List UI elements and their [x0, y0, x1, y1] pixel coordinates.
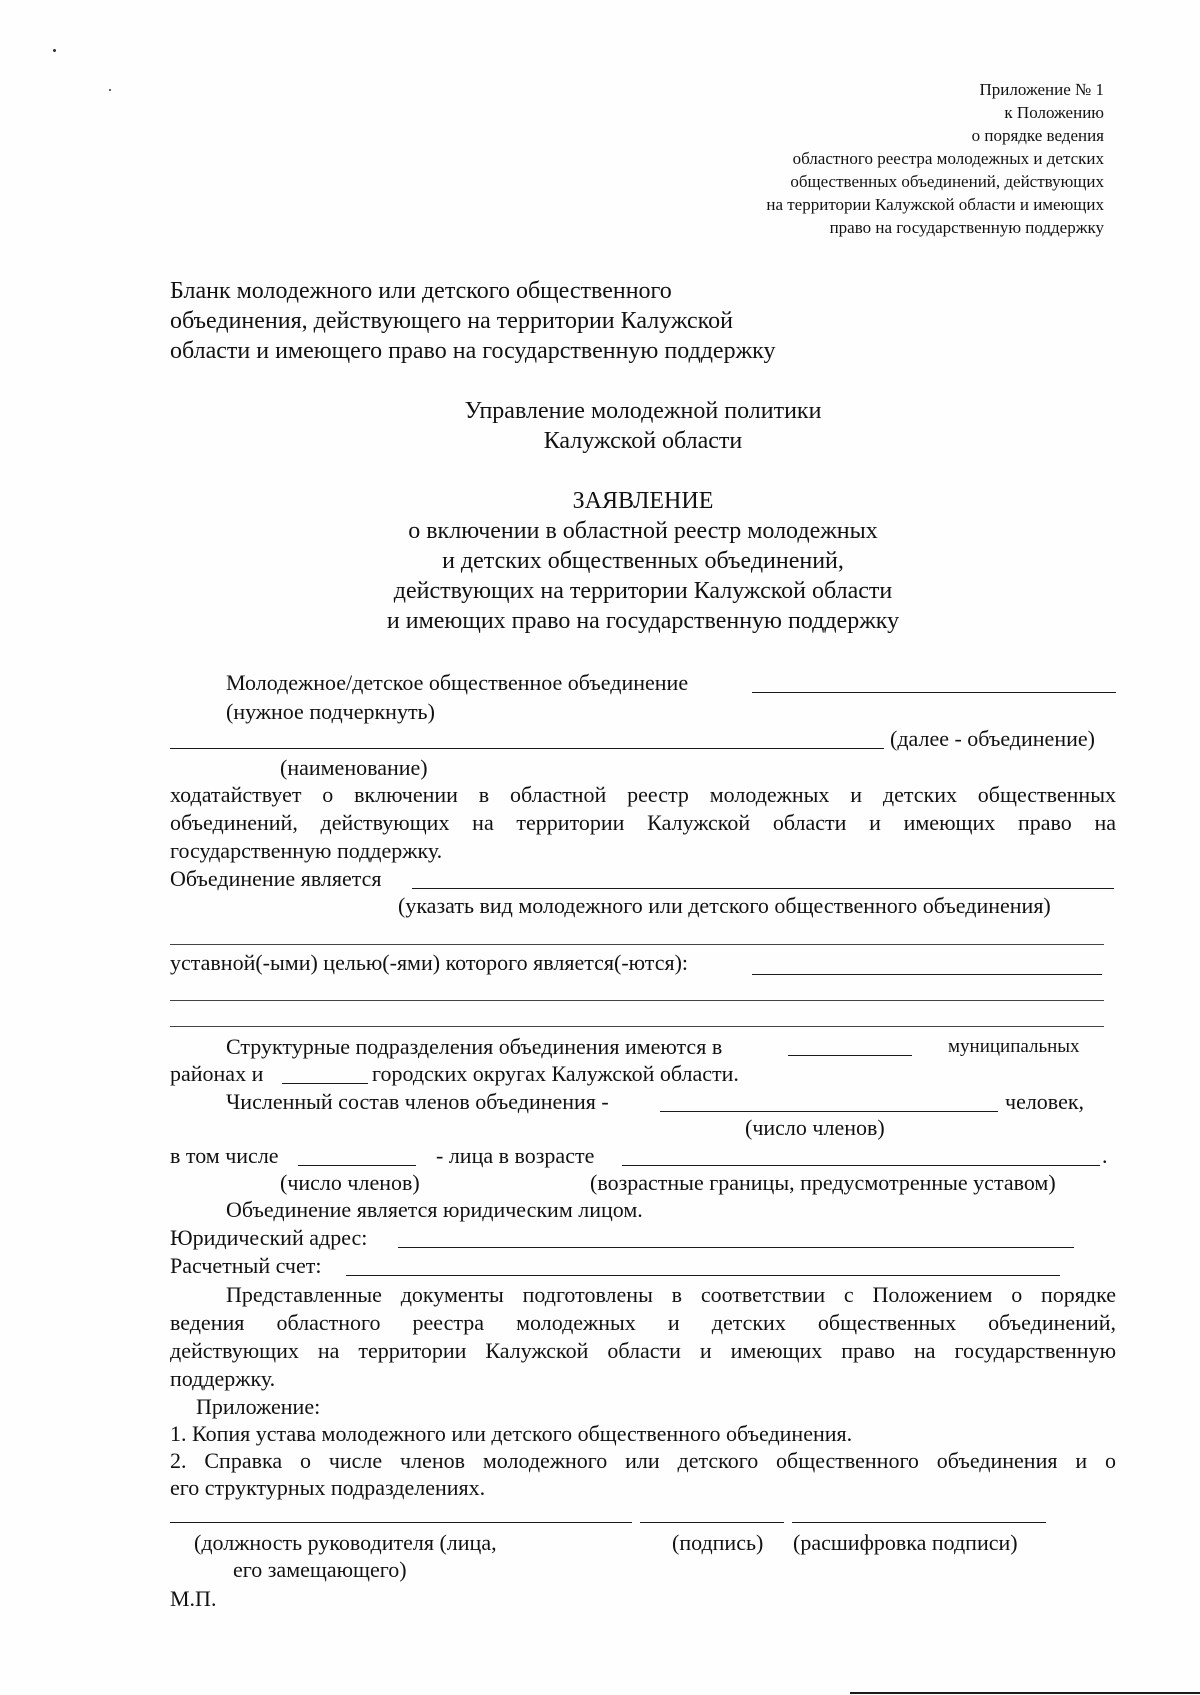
decode-field-line: [792, 1522, 1046, 1523]
annex-line: к Положению: [1004, 103, 1104, 122]
goals-field-line: [170, 1026, 1104, 1027]
title-line: и имеющих право на государственную поддержку: [386, 608, 900, 634]
annex-line: общественных объединений, действующих: [790, 172, 1104, 191]
annex-line: право на государственную поддержку: [829, 218, 1104, 237]
letterhead-line: области и имеющего право на государственную поддержку: [170, 338, 776, 364]
members-count-field-line: [660, 1111, 998, 1112]
age-range-field-line: [622, 1165, 1100, 1166]
document-title: ЗАЯВЛЕНИЕ: [572, 488, 714, 514]
type-continuation-line: [170, 944, 1104, 945]
including-label: в том числе: [170, 1143, 279, 1168]
age-label: - лица в возрасте: [436, 1143, 595, 1168]
annex-line: на территории Калужской области и имеющих: [766, 195, 1104, 214]
districts-label: районах и: [170, 1061, 264, 1086]
goals-field-line: [752, 974, 1102, 975]
underline-hint: (нужное подчеркнуть): [226, 699, 435, 724]
account-label: Расчетный счет:: [170, 1253, 322, 1278]
seal-placeholder: М.П.: [170, 1586, 217, 1611]
documents-line: действующих на территории Калужской области и имеющих право на государственную: [170, 1338, 1116, 1363]
documents-line: поддержку.: [170, 1366, 276, 1391]
position-hint: его замещающего): [233, 1557, 407, 1582]
type-hint: (указать вид молодежного или детского общественного объединения): [398, 893, 1051, 918]
petition-line: объединений, действующих на территории Калужской области и имеющих право на: [170, 810, 1116, 835]
districts-suffix: городских округах Калужской области.: [372, 1061, 739, 1086]
annex-line: областного реестра молодежных и детских: [792, 149, 1104, 168]
recipient-line: Управление молодежной политики: [464, 398, 822, 424]
scan-speck: [109, 89, 111, 91]
annex-line: Приложение № 1: [979, 80, 1104, 99]
petition-line: государственную поддержку.: [170, 838, 443, 863]
org-name-field-line: [170, 748, 884, 749]
branches-label: Структурные подразделения объединения имеются в: [226, 1034, 723, 1059]
position-hint: (должность руководителя (лица,: [194, 1530, 497, 1555]
address-field-line: [398, 1247, 1074, 1248]
scan-edge-line: [850, 1692, 1200, 1694]
branches-count-field-line: [788, 1055, 912, 1056]
sign-hint: (подпись): [672, 1530, 764, 1555]
branches-suffix: муниципальных: [948, 1036, 1080, 1057]
including-hint: (число членов): [280, 1170, 420, 1195]
recipient-line: Калужской области: [543, 428, 743, 454]
annex-line: о порядке ведения: [971, 126, 1104, 145]
scan-speck: [53, 49, 56, 52]
appendix-label: Приложение:: [196, 1394, 321, 1419]
position-field-line: [170, 1522, 632, 1523]
appendix-item: его структурных подразделениях.: [170, 1475, 486, 1500]
members-hint: (число членов): [745, 1115, 885, 1140]
signature-field-line: [640, 1522, 784, 1523]
districts-count-field-line: [282, 1083, 368, 1084]
address-label: Юридический адрес:: [170, 1225, 368, 1250]
age-line-period: .: [1102, 1143, 1108, 1168]
type-label: Объединение является: [170, 866, 382, 891]
members-label: Численный состав членов объединения -: [226, 1089, 609, 1114]
account-field-line: [346, 1275, 1060, 1276]
goals-field-line: [170, 1000, 1104, 1001]
org-label: Молодежное/детское общественное объединение: [226, 670, 689, 695]
documents-line: ведения областного реестра молодежных и детских общественных объединений,: [170, 1310, 1116, 1335]
including-count-field-line: [298, 1165, 416, 1166]
age-hint: (возрастные границы, предусмотренные уставом): [590, 1170, 1056, 1195]
type-field-line: [412, 888, 1114, 889]
appendix-item: 2. Справка о числе членов молодежного или детского общественного объединения и о: [170, 1448, 1116, 1473]
further-label: (далее - объединение): [890, 726, 1095, 751]
goals-label: уставной(-ыми) целью(-ями) которого является(-ются):: [170, 950, 689, 975]
petition-line: ходатайствует о включении в областной реестр молодежных и детских общественных: [170, 782, 1116, 807]
letterhead-line: Бланк молодежного или детского общественного: [170, 278, 672, 304]
decode-hint: (расшифровка подписи): [793, 1530, 1018, 1555]
title-line: о включении в областной реестр молодежных: [408, 518, 878, 544]
org-type-field-line: [752, 692, 1116, 693]
name-hint: (наименование): [280, 755, 428, 780]
members-unit: человек,: [1005, 1089, 1085, 1114]
title-line: действующих на территории Калужской области: [393, 578, 893, 604]
appendix-item: 1. Копия устава молодежного или детского общественного объединения.: [170, 1421, 853, 1446]
legal-entity-statement: Объединение является юридическим лицом.: [226, 1197, 643, 1222]
documents-line: Представленные документы подготовлены в соответствии с Положением о порядке: [226, 1282, 1116, 1307]
title-line: и детских общественных объединений,: [442, 548, 844, 574]
letterhead-line: объединения, действующего на территории Калужской: [170, 308, 733, 334]
